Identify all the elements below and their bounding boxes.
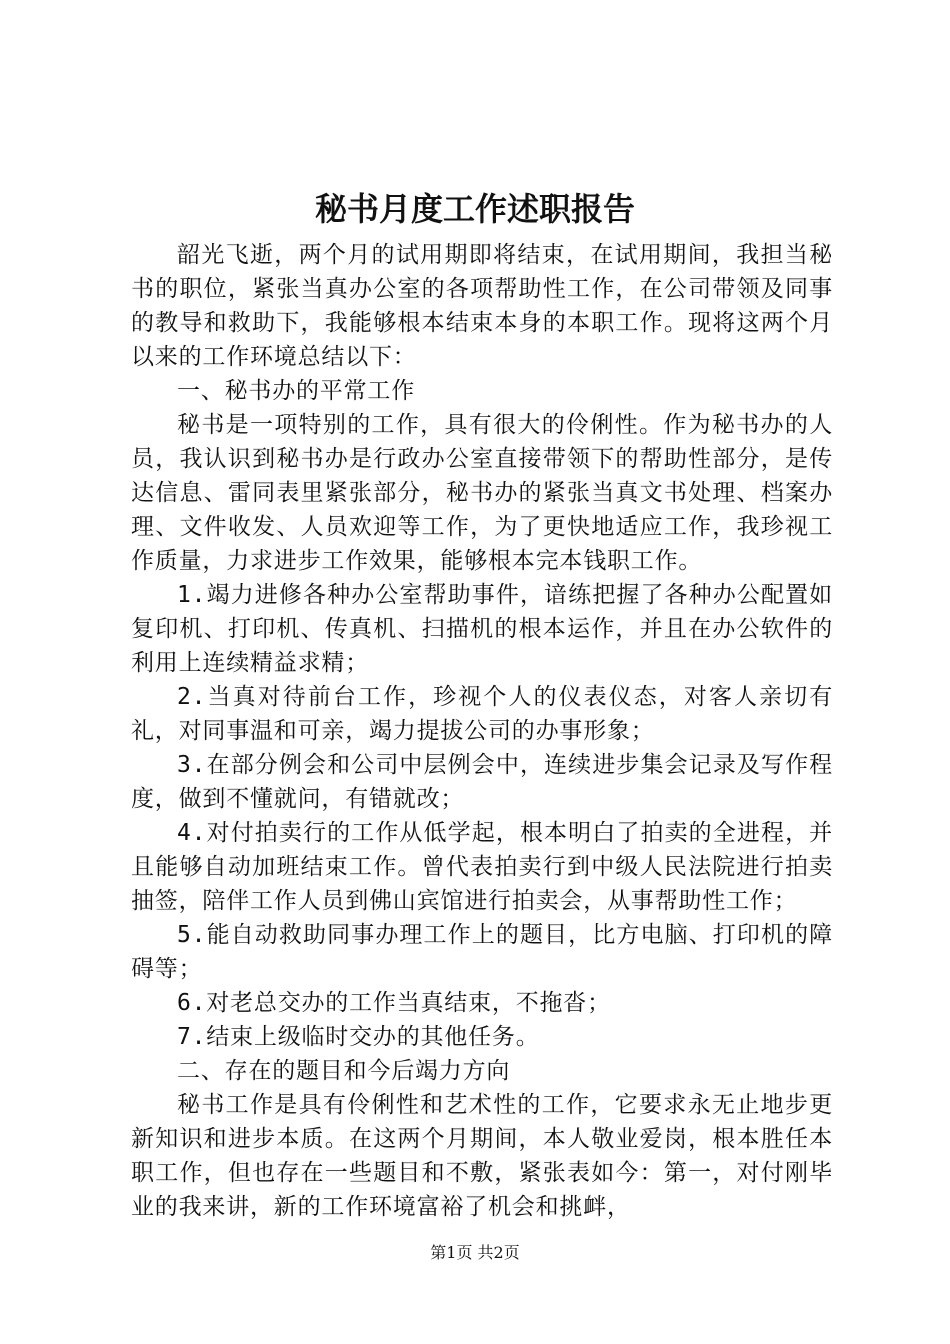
list-item-4: 4.对付拍卖行的工作从低学起，根本明白了拍卖的全进程，并且能够自动加班结束工作。曾代表拍卖行到中级人民法院进行拍卖抽签，陪伴工作人员到佛山宾馆进行拍卖会，从事帮助性工作； [131, 820, 833, 914]
page-footer: 第1页 共2页 [430, 1243, 520, 1262]
paragraph-section-1: 秘书是一项特别的工作，具有很大的伶俐性。作为秘书办的人员，我认识到秘书办是行政办公室直接带领下的帮助性部分，是传达信息、雷同表里紧张部分，秘书办的紧张当真文书处理、档案办理、文件收发、人员欢迎等工作，为了更快地适应工作，我珍视工作质量，力求进步工作效果，能够根本完本钱职工作。 [131, 412, 833, 574]
list-item-3: 3.在部分例会和公司中层例会中，连续进步集会记录及写作程度，做到不懂就问，有错就改； [131, 752, 833, 812]
document-body [131, 238, 833, 1224]
document-title: 秘书月度工作述职报告 [314, 190, 635, 228]
list-item-1: 1.竭力进修各种办公室帮助事件，谙练把握了各种办公配置如复印机、打印机、传真机、扫描机的根本运作，并且在办公软件的利用上连续精益求精； [131, 582, 833, 676]
list-item-2: 2.当真对待前台工作，珍视个人的仪表仪态，对客人亲切有礼，对同事温和可亲，竭力提拔公司的办事形象； [131, 684, 833, 744]
section-heading-2: 二、存在的题目和今后竭力方向 [177, 1058, 511, 1084]
list-item-7: 7.结束上级临时交办的其他任务。 [177, 1024, 540, 1050]
paragraph-intro: 韶光飞逝，两个月的试用期即将结束，在试用期间，我担当秘书的职位，紧张当真办公室的各项帮助性工作，在公司带领及同事的教导和救助下，我能够根本结束本身的本职工作。现将这两个月以来的工作环境总结以下： [131, 242, 833, 370]
section-heading-1: 一、秘书办的平常工作 [177, 378, 415, 404]
list-item-6: 6.对老总交办的工作当真结束，不拖沓； [177, 990, 611, 1016]
paragraph-section-2: 秘书工作是具有伶俐性和艺术性的工作，它要求永无止地步更新知识和进步本质。在这两个月期间，本人敬业爱岗，根本胜任本职工作，但也存在一些题目和不敷，紧张表如今：第一，对付刚毕业的我来讲，新的工作环境富裕了机会和挑衅， [131, 1092, 833, 1220]
list-item-5: 5.能自动救助同事办理工作上的题目，比方电脑、打印机的障碍等； [131, 922, 833, 982]
